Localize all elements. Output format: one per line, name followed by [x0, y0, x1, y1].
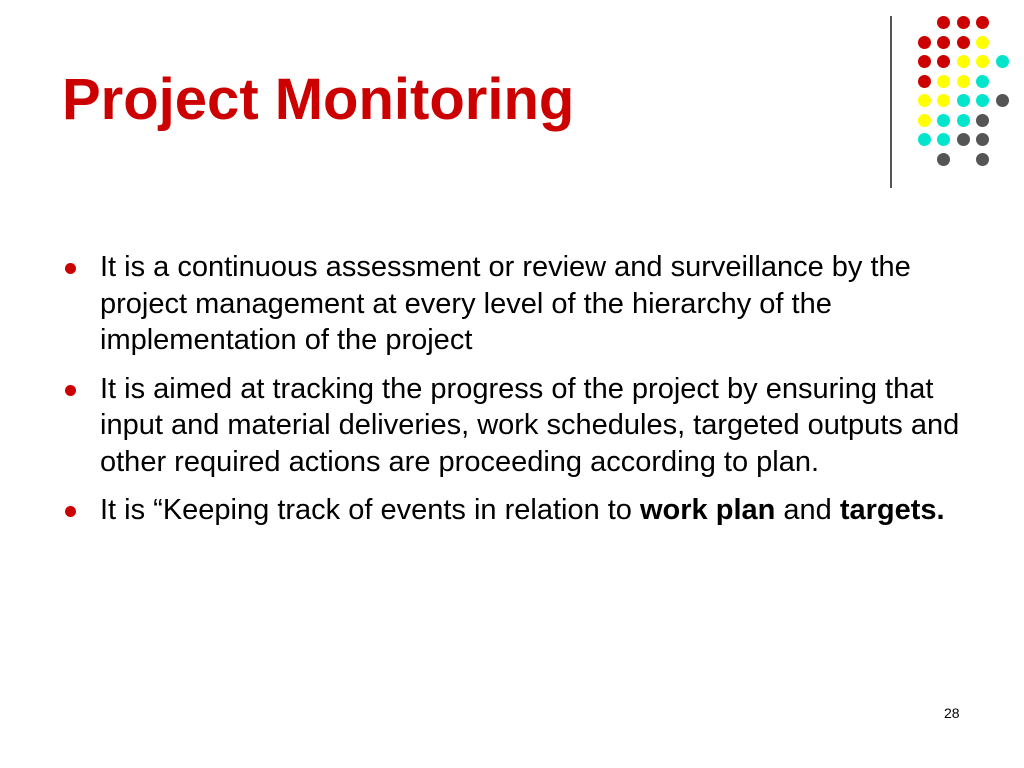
vertical-divider [890, 16, 892, 188]
bullet-emphasis-targets: targets. [839, 494, 945, 526]
dot-grid-decoration [0, 0, 1024, 200]
page-number: 28 [944, 705, 960, 721]
decoration-dot-gray [976, 133, 989, 146]
decoration-dot-yellow [976, 55, 989, 68]
decoration-dot-teal [937, 114, 950, 127]
decoration-dot-gray [937, 153, 950, 166]
decoration-dot-yellow [918, 114, 931, 127]
decoration-dot-gray [996, 94, 1009, 107]
bullet-emphasis-work-plan: work plan [640, 494, 776, 526]
decoration-dot-red [937, 16, 950, 29]
decoration-dot-teal [976, 75, 989, 88]
decoration-dot-red [976, 16, 989, 29]
decoration-dot-red [918, 75, 931, 88]
bullet-item [62, 492, 962, 529]
decoration-dot-red [918, 36, 931, 49]
decoration-dot-yellow [937, 94, 950, 107]
decoration-dot-teal [918, 133, 931, 146]
decoration-dot-teal [996, 55, 1009, 68]
decoration-dot-yellow [976, 36, 989, 49]
decoration-dot-red [957, 16, 970, 29]
bullet-text-part: and [775, 494, 840, 526]
bullet-text-part: It is “Keeping track of events in relation to [100, 494, 640, 526]
bullet-item [62, 371, 962, 481]
decoration-dot-yellow [957, 75, 970, 88]
bullet-dot-icon [65, 263, 76, 274]
decoration-dot-teal [957, 114, 970, 127]
bullet-item [62, 249, 962, 359]
bullet-text: It is aimed at tracking the progress of the project by ensuring that input and material deliveries, work schedules, targeted outputs and other required actions are proceeding according to plan. [100, 372, 960, 478]
decoration-dot-red [937, 55, 950, 68]
decoration-dot-gray [957, 133, 970, 146]
bullet-dot-icon [65, 506, 76, 517]
decoration-dot-red [918, 55, 931, 68]
bullet-dot-icon [65, 385, 76, 396]
decoration-dot-teal [957, 94, 970, 107]
bullet-list [62, 249, 962, 541]
decoration-dot-red [957, 36, 970, 49]
decoration-dot-yellow [957, 55, 970, 68]
decoration-dot-red [937, 36, 950, 49]
decoration-dot-teal [937, 133, 950, 146]
decoration-dot-gray [976, 114, 989, 127]
decoration-dot-teal [976, 94, 989, 107]
decoration-dot-yellow [918, 94, 931, 107]
slide-title: Project Monitoring [62, 67, 575, 132]
decoration-dot-yellow [937, 75, 950, 88]
decoration-dot-gray [976, 153, 989, 166]
bullet-text: It is a continuous assessment or review and surveillance by the project management at every level of the hierarchy of the implementation of the project [100, 251, 911, 356]
